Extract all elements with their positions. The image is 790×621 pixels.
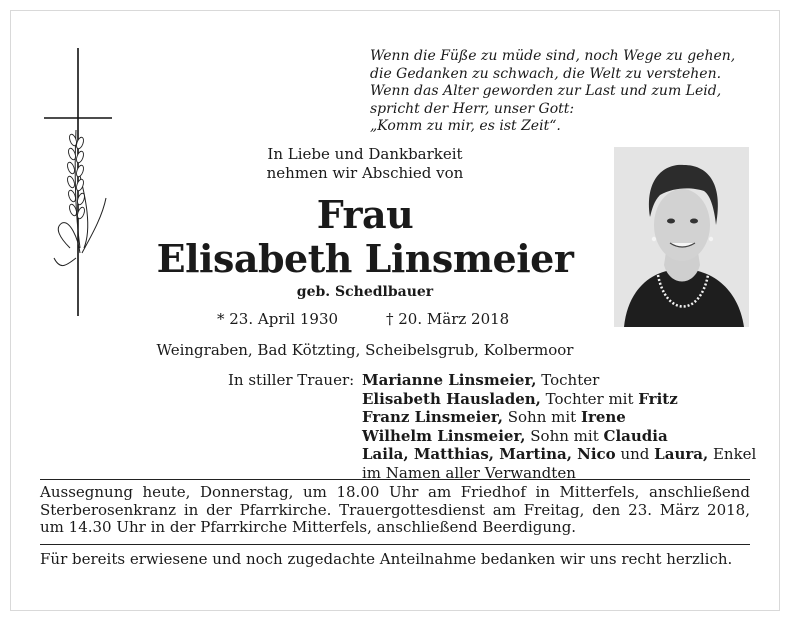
grandchildren-connector: und [615,445,655,463]
mourner-relation: Tochter mit [540,389,639,408]
thanks-text: Für bereits erwiesene und noch zugedachte Anteilnahme bedanken wir uns recht herzlich. [40,550,733,568]
mourner-relation: Tochter [536,371,600,389]
poem-line: Wenn die Füße zu müde sind, noch Wege zu gehen, [370,48,736,64]
divider [40,479,750,480]
intro-line: nehmen wir Abschied von [266,164,464,182]
mourners-label: In stiller Trauer: [228,371,355,389]
mourner-name: Franz Linsmeier, [362,408,503,426]
mourner-name: Marianne Linsmeier, [362,371,537,389]
poem-line: spricht der Herr, unser Gott: [370,100,575,117]
maiden-name: geb. Schedlbauer [296,284,434,300]
mourner-name: Elisabeth Hausladen, [362,389,541,408]
poem-line: Wenn das Alter geworden zur Last und zum Leid, [370,83,722,99]
mourner-relation: Sohn mit [502,408,581,426]
intro-line: In Liebe und Dankbarkeit [267,145,463,163]
mourners-closing: im Namen aller Verwandten [362,463,576,482]
grandchildren-role: Enkel [708,445,757,463]
places: Weingraben, Bad Kötzting, Scheibelsgrub, Kolbermoor [156,341,574,359]
mourner-relation: Sohn mit [525,426,604,445]
poem-line: die Gedanken zu schwach, die Welt zu verstehen. [370,65,722,82]
service-details [40,484,750,537]
intro-text [160,145,570,183]
mourner-row [362,427,762,446]
grandchildren-last: Laura, [654,445,709,463]
service-line: um 14.30 Uhr in der Pfarrkirche Mitterfels, anschließend Beerdigung. [40,518,577,536]
portrait-illustration [614,147,749,327]
birth-date: * 23. April 1930 [217,310,339,328]
mourner-partner: Irene [580,408,626,426]
mourner-row [362,408,762,427]
cross-with-wheat-icon [40,48,120,318]
mourner-row [362,371,762,390]
service-line: Aussegnung heute, Donnerstag, um 18.00 Uhr am Friedhof in Mitterfels, anschließend [40,483,750,501]
divider [40,544,750,545]
service-line: Sterberosenkranz in der Pfarrkirche. Trauergottesdienst am Freitag, den 23. März 2018, [40,500,750,519]
poem [370,48,770,136]
mourner-name: Wilhelm Linsmeier, [362,426,526,445]
deceased-name: Elisabeth Linsmeier [156,236,574,281]
death-date: † 20. März 2018 [386,310,510,328]
mourner-partner: Claudia [603,426,668,445]
salutation: Frau [316,192,414,237]
grandchildren-row [362,445,762,464]
grandchildren-names: Laila, Matthias, Martina, Nico [362,445,616,463]
mourners-list [362,371,762,482]
poem-line: „Komm zu mir, es ist Zeit“. [370,118,561,134]
mourner-row [362,390,762,409]
mourner-partner: Fritz [638,389,678,408]
portrait-photo [614,147,749,327]
